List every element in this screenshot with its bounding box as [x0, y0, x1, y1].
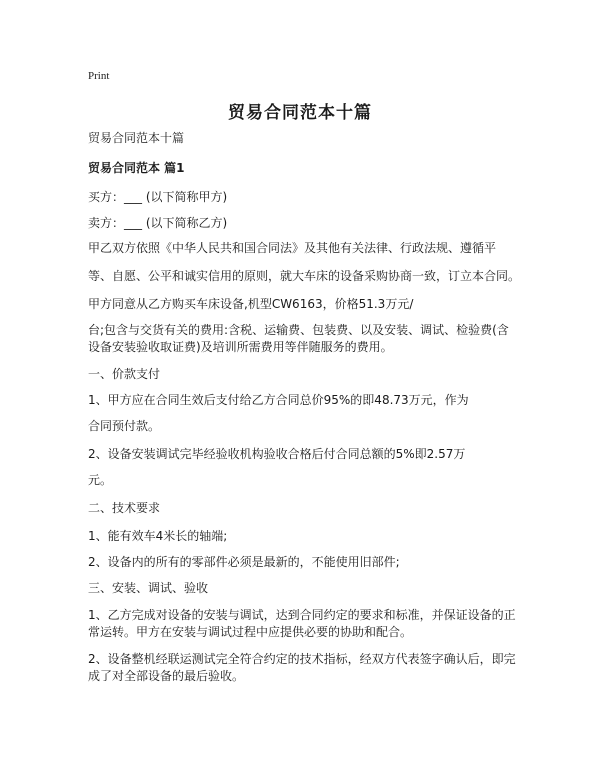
print-label: Print [88, 70, 110, 82]
intro-paragraph-line-2: 等、自愿、公平和诚实信用的原则，就大车床的设备采购协商一致，订立本合同。 [88, 269, 521, 283]
payment-item-2-line-2: 元。 [88, 473, 113, 487]
install-item-2: 2、设备整机经联运测试完全符合约定的技术指标，经双方代表签字确认后，即完成了对全部设备的最后验收。 [88, 652, 516, 683]
purchase-paragraph-line-2: 台;包含与交货有关的费用:含税、运输费、包装费、以及安装、调试、检验费(含设备安装验收取证费)及培训所需费用等伴随服务的费用。 [88, 323, 509, 354]
heading-installation: 三、安装、调试、验收 [88, 581, 209, 595]
tech-item-1: 1、能有效车4米长的轴端; [88, 529, 228, 543]
payment-item-2-line-1: 2、设备安装调试完毕经验收机构验收合格后付合同总额的5%即2.57万 [88, 447, 466, 461]
heading-payment: 一、价款支付 [88, 367, 161, 381]
install-item-1: 1、乙方完成对设备的安装与调试，达到合同约定的要求和标准，并保证设备的正常运转。甲方在安装与调试过程中应提供必要的协助和配合。 [88, 608, 516, 639]
seller-line: 卖方：___ (以下简称乙方) [88, 216, 228, 230]
intro-paragraph-line-1: 甲乙双方依照《中华人民共和国合同法》及其他有关法律、行政法规、遵循平 [88, 241, 497, 255]
payment-item-1-line-1: 1、甲方应在合同生效后支付给乙方合同总价95%的即48.73万元，作为 [88, 393, 469, 407]
section-heading: 贸易合同范本 篇1 [88, 161, 185, 175]
tech-item-2: 2、设备内的所有的零部件必须是最新的，不能使用旧部件; [88, 555, 400, 569]
buyer-line: 买方：___ (以下简称甲方) [88, 190, 228, 204]
heading-technical-requirements: 二、技术要求 [88, 501, 161, 515]
document-title: 贸易合同范本十篇 [228, 103, 372, 123]
payment-item-1-line-2: 合同预付款。 [88, 419, 161, 433]
document-subtitle: 贸易合同范本十篇 [88, 131, 185, 145]
purchase-paragraph-line-1: 甲方同意从乙方购买车床设备,机型CW6163，价格51.3万元/ [88, 297, 414, 311]
